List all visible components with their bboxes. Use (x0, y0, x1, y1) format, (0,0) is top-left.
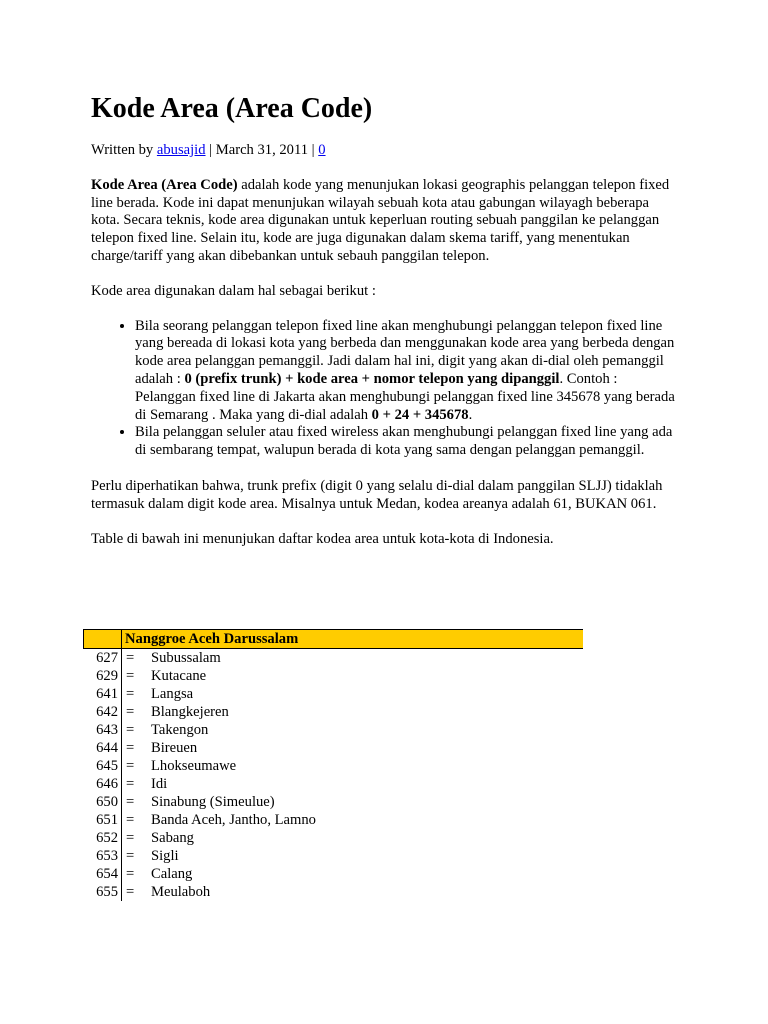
article (91, 92, 681, 548)
dial-formula: 0 (prefix trunk) + kode area + nomor telepon yang dipanggil (184, 370, 560, 387)
equals-sign: = (126, 650, 135, 666)
equals-sign: = (126, 812, 135, 828)
comments-link[interactable]: 0 (318, 142, 326, 158)
equals-sign: = (126, 866, 135, 882)
table-row (84, 685, 584, 703)
table-row (84, 793, 584, 811)
table-row (84, 883, 584, 901)
city-name: Blangkejeren (151, 704, 229, 720)
area-code: 645 (84, 757, 122, 775)
area-code: 646 (84, 775, 122, 793)
area-code: 650 (84, 793, 122, 811)
bullet1-example: . Contoh : Pelanggan fixed line di Jakarta akan menghubungi pelanggan fixed line 345678 yang berada di Semarang . Maka yang di-dial adalah (135, 370, 675, 423)
table-row (84, 757, 584, 775)
byline (91, 142, 681, 160)
city-name: Bireuen (151, 740, 198, 756)
bullet1-text: Bila seorang pelanggan telepon fixed line akan menghubungi pelanggan telepon fixed line yang bereada di lokasi kota yang berbeda dan menggunakan kode area yang berbeda dengan kode area pelanggan pemanggil. Jadi dalam hal ini, digit yang akan di-dial oleh pemanggil adalah : (135, 317, 675, 387)
city-name: Subussalam (151, 650, 221, 666)
intro-text: adalah kode yang menunjukan lokasi geographis pelanggan telepon fixed line berada. Kode ini dapat menunjukan wilayah sebuah kota atau gabungan wilayagh beberapa kota. Secara teknis, kode area digunakan untuk keperluan routing sebuah panggilan ke pelanggan telepon fixed line. Selain itu, kode are juga digunakan dalam skema tariff, yang menentukan charge/tariff yang akan dibebankan untuk sebauh panggilan telepon. (91, 176, 670, 264)
table-row (84, 667, 584, 685)
table-row (84, 775, 584, 793)
note-paragraph: Perlu diperhatikan bahwa, trunk prefix (digit 0 yang selalu di-dial dalam panggilan SLJJ) tidaklah termasuk dalam digit kode area. Misalnya untuk Medan, kodea areanya adalah 61, BUKAN 061. (91, 477, 663, 512)
city-name: Lhokseumawe (151, 758, 237, 774)
equals-sign: = (126, 794, 135, 810)
area-code: 643 (84, 721, 122, 739)
page-title: Kode Area (Area Code) (91, 93, 373, 124)
equals-sign: = (126, 884, 135, 900)
city-name: Banda Aceh, Jantho, Lamno (151, 812, 316, 828)
table-row (84, 829, 584, 847)
list-item (135, 318, 681, 425)
city-name: Calang (151, 866, 193, 882)
table-intro: Table di bawah ini menunjukan daftar kodea area untuk kota-kota di Indonesia. (91, 530, 554, 547)
table-row (84, 865, 584, 883)
city-name: Sigli (151, 848, 179, 864)
table-row (84, 811, 584, 829)
city-name: Sabang (151, 830, 194, 846)
area-code: 644 (84, 739, 122, 757)
intro-term: Kode Area (Area Code) (91, 176, 238, 193)
area-code: 629 (84, 667, 122, 685)
usage-list (91, 318, 681, 460)
city-name: Takengon (151, 722, 209, 738)
equals-sign: = (126, 704, 135, 720)
list-item: • Bila pelanggan seluler atau fixed wireless akan menghubungi pelanggan fixed line yang ada di sembarang tempat, walupun berada di kota yang sama dengan pelanggan pemanggil. (135, 424, 681, 460)
area-code: 655 (84, 883, 122, 901)
equals-sign: = (126, 686, 135, 702)
table-header-row (84, 630, 584, 649)
equals-sign: = (126, 848, 135, 864)
area-code-table (83, 629, 583, 901)
bullet1-end: . (468, 406, 473, 423)
author-link[interactable]: abusajid (156, 142, 206, 158)
table-row (84, 739, 584, 757)
area-code: 627 (84, 649, 122, 668)
area-code: 642 (84, 703, 122, 721)
area-code: 641 (84, 685, 122, 703)
city-name: Sinabung (Simeulue) (151, 794, 275, 810)
equals-sign: = (126, 722, 135, 738)
city-name: Idi (151, 776, 168, 792)
city-name: Langsa (151, 686, 194, 702)
equals-sign: = (126, 740, 135, 756)
area-code: 651 (84, 811, 122, 829)
province-header: Nanggroe Aceh Darussalam (122, 630, 584, 649)
area-code: 654 (84, 865, 122, 883)
equals-sign: = (126, 668, 135, 684)
table-row (84, 721, 584, 739)
equals-sign: = (126, 758, 135, 774)
byline-prefix: Written by (91, 142, 157, 158)
intro-paragraph (91, 177, 681, 266)
byline-date: | March 31, 2011 | (205, 142, 319, 158)
table-row (84, 847, 584, 865)
table-row (84, 703, 584, 721)
area-code: 653 (84, 847, 122, 865)
city-name: Kutacane (151, 668, 207, 684)
city-name: Meulaboh (151, 884, 211, 900)
header-code-cell (84, 630, 122, 649)
equals-sign: = (126, 776, 135, 792)
table-row (84, 649, 584, 668)
equals-sign: = (126, 830, 135, 846)
usage-intro: Kode area digunakan dalam hal sebagai berikut : (91, 282, 376, 299)
area-code: 652 (84, 829, 122, 847)
dial-example: 0 + 24 + 345678 (371, 406, 469, 423)
